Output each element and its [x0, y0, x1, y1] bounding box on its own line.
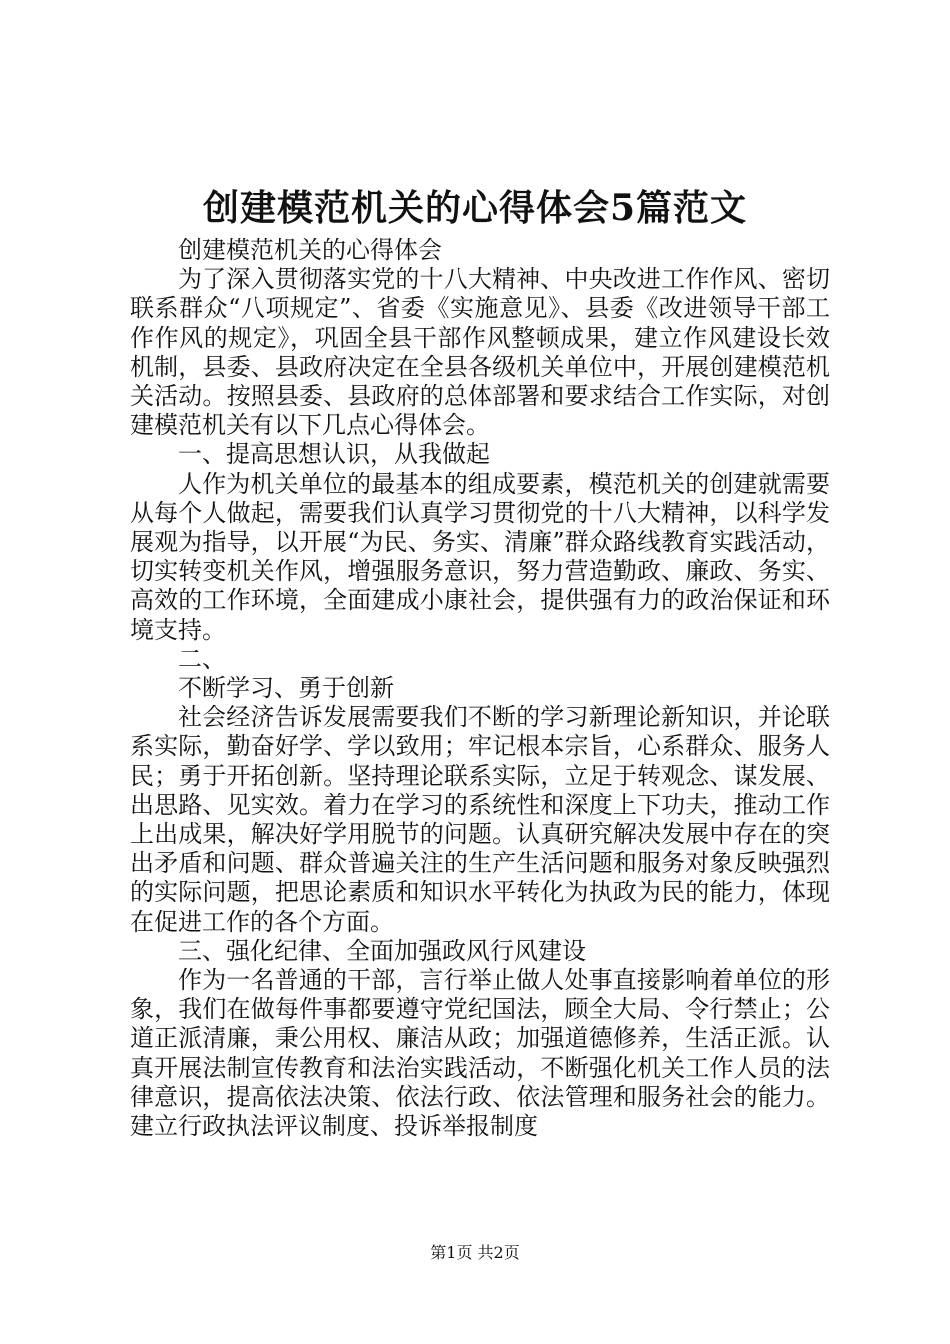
section-heading: 三、强化纪律、全面加强政风行风建设 — [178, 936, 586, 965]
page-footer: 第1页 共2页 — [430, 1243, 520, 1262]
paragraph-subtitle: 创建模范机关的心得体会 — [178, 236, 442, 264]
section-heading: 一、提高思想认识，从我做起 — [178, 440, 490, 469]
paragraph: 为了深入贯彻落实党的十八大精神、中央改进工作作风、密切联系群众“八项规定”、省委《实施意见》、县委《改进领导干部工作作风的规定》，巩固全县干部作风整顿成果，建立作风建设长效机制，县委、县政府决定在全县各级机关单位中，开展创建模范机关活动。按照县委、县政府的总体部署和要求结合工作实际，对创建模范机关有以下几点心得体会。 — [130, 265, 830, 440]
section-heading: 二、 — [178, 644, 226, 673]
document-title: 创建模范机关的心得体会5篇范文 — [202, 187, 748, 229]
document-body — [130, 236, 830, 1141]
section-heading: 不断学习、勇于创新 — [178, 674, 394, 703]
paragraph: 作为一名普通的干部，言行举止做人处事直接影响着单位的形象，我们在做每件事都要遵守党纪国法，顾全大局、令行禁止；公道正派清廉，秉公用权、廉洁从政；加强道德修养，生活正派。认真开展法制宣传教育和法治实践活动，不断强化机关工作人员的法律意识，提高依法决策、依法行政、依法管理和服务社会的能力。建立行政执法评议制度、投诉举报制度 — [130, 966, 830, 1141]
paragraph: 人作为机关单位的最基本的组成要素，模范机关的创建就需要从每个人做起，需要我们认真学习贯彻党的十八大精神，以科学发展观为指导，以开展“为民、务实、清廉”群众路线教育实践活动，切实转变机关作风，增强服务意识，努力营造勤政、廉政、务实、高效的工作环境，全面建成小康社会，提供强有力的政治保证和环境支持。 — [130, 469, 830, 644]
paragraph: 社会经济告诉发展需要我们不断的学习新理论新知识，并论联系实际，勤奋好学、学以致用；牢记根本宗旨，心系群众、服务人民；勇于开拓创新。坚持理论联系实际，立足于转观念、谋发展、出思路、见实效。着力在学习的系统性和深度上下功夫，推动工作上出成果，解决好学用脱节的问题。认真研究解决发展中存在的突出矛盾和问题、群众普遍关注的生产生活问题和服务对象反映强烈的实际问题，把思论素质和知识水平转化为执政为民的能力，体现在促进工作的各个方面。 — [130, 703, 830, 936]
